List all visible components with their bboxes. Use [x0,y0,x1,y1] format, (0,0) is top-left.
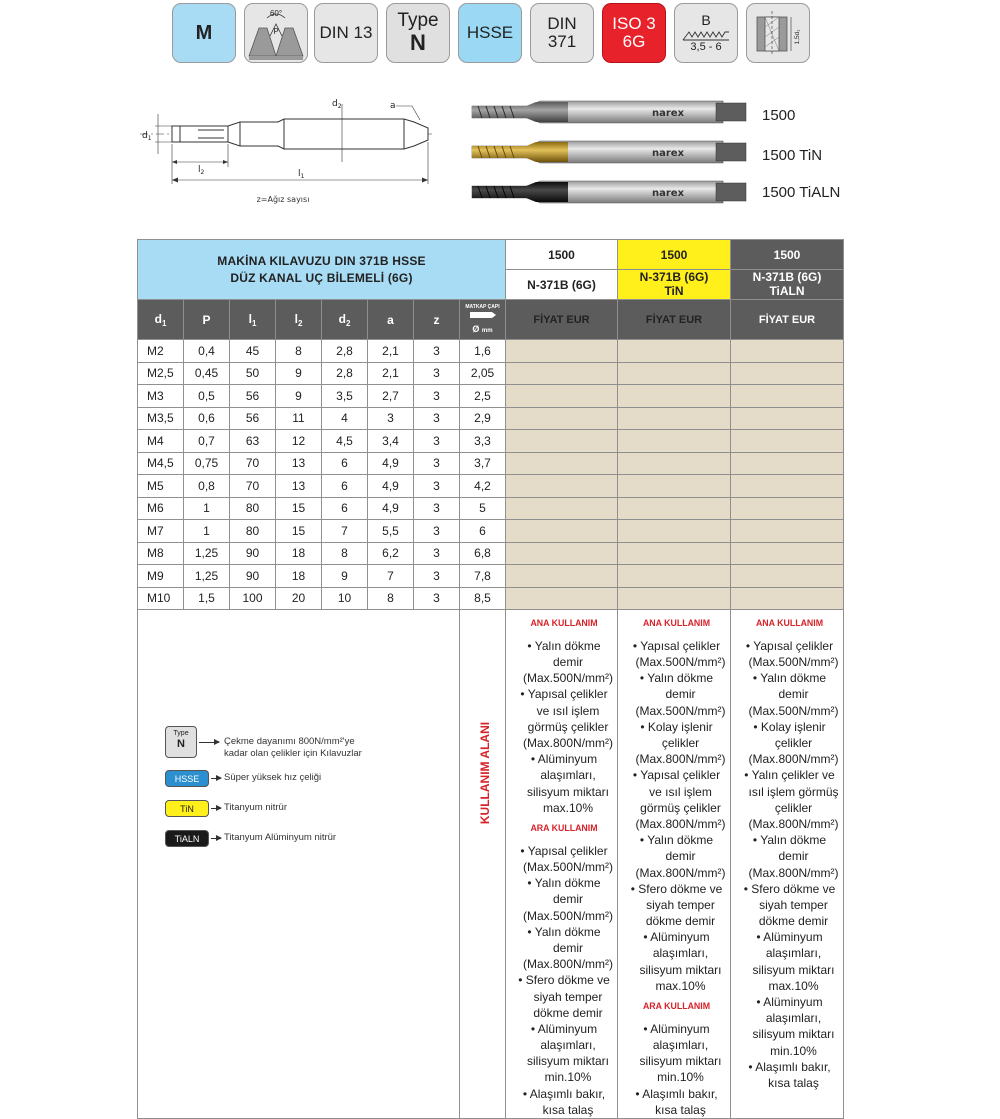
table-cell: 2,7 [368,385,414,408]
price-cell [618,565,731,588]
tool-label-uncoated: 1500 [762,107,796,124]
table-cell: M9 [138,565,184,588]
product-name-uncoated [506,270,618,300]
usage-col2-secondary-list [627,1021,726,1118]
table-cell: M2 [138,340,184,363]
usage-item: • Yapısal çelikler ve ısıl işlem görmüş çelikler (Max.800N/mm²) [627,767,726,832]
legend-type-letter: N [177,737,185,750]
table-cell: 6 [322,497,368,520]
table-title-line1: MAKİNA KILAVUZU DIN 371B HSSE [217,254,426,269]
table-cell: 56 [230,385,276,408]
table-cell: 4,9 [368,497,414,520]
price-cell [731,362,844,385]
legend-hsse-badge [165,770,209,787]
price-cell [618,407,731,430]
drill-header-unit: mm [481,328,493,334]
price-cell [618,587,731,610]
badge-type-letter: N [410,30,426,56]
usage-col2-secondary-title: ARA KULLANIM [642,1001,711,1011]
badge-type [386,3,450,63]
table-cell: 7 [368,565,414,588]
tool-photos [468,97,753,209]
price-cell [506,497,618,520]
table-title-line2: DÜZ KANAL UÇ BİLEMELİ (6G) [230,270,413,285]
usage-vertical-label: KULLANIM ALANI [478,721,493,825]
table-cell: 10 [322,587,368,610]
table-row [138,475,844,498]
legend-tialn-label: TiALN [174,834,200,844]
table-row [138,520,844,543]
table-cell: 4,5 [322,430,368,453]
price-cell [618,385,731,408]
tool-photo-uncoated [472,101,746,123]
usage-col3-main-list [740,638,839,1091]
usage-item: • Yalın dökme demir (Max.500N/mm²) [515,875,613,924]
drill-bit-icon [468,310,498,322]
table-cell: 13 [276,452,322,475]
badge-din371-line2: 371 [547,32,577,51]
legend-tin-badge [165,800,209,817]
table-cell: 8 [276,340,322,363]
usage-col2-main-title: ANA KULLANIM [642,618,711,628]
table-cell: 6,8 [460,542,506,565]
table-cell: 2,8 [322,362,368,385]
brand-logo-3: narex [651,188,685,199]
usage-item: • Alüminyum alaşımları, silisyum miktarı max.10% [515,751,613,816]
thread-angle-text: 60° [269,9,283,18]
table-cell: 4,9 [368,452,414,475]
price-cell [506,385,618,408]
legend-type-badge [165,726,197,758]
table-cell: 3,7 [460,452,506,475]
price-cell [731,565,844,588]
product-name-tin [618,270,731,300]
table-row [138,430,844,453]
legend-tin-text: Titanyum nitrür [224,802,287,813]
col-header-l2: $l_2$ [276,300,322,340]
table-cell: 3 [414,565,460,588]
usage-item: • Sfero dökme ve siyah temper dökme demir [627,881,726,930]
spec-table [137,239,844,1119]
badge-iso-line2: 6G [622,32,646,51]
table-cell: 7 [322,520,368,543]
col-header-d2: $d_2$ [322,300,368,340]
usage-item: • Yalın dökme demir (Max.800N/mm²) [627,832,726,881]
table-cell: 2,9 [460,407,506,430]
usage-item: • Yapısal çelikler (Max.500N/mm²) [627,638,726,670]
table-cell: 0,4 [184,340,230,363]
table-cell: 4 [322,407,368,430]
table-cell: 63 [230,430,276,453]
legend-type-word: Type [173,730,189,737]
col-header-p: P [184,300,230,340]
price-cell [731,587,844,610]
col-header-z: z [414,300,460,340]
table-cell: 18 [276,542,322,565]
table-cell: 90 [230,542,276,565]
table-cell: 70 [230,452,276,475]
table-cell: 0,5 [184,385,230,408]
table-cell: M3,5 [138,407,184,430]
price-cell [506,542,618,565]
usage-item: • Alüminyum alaşımları, silisyum miktarı max.10% [740,929,839,994]
table-cell: M5 [138,475,184,498]
table-row [138,542,844,565]
usage-col1-main-list [515,638,613,816]
table-cell: 6 [460,520,506,543]
table-cell: 1 [184,497,230,520]
dimension-a-label: a [390,101,396,111]
product-name-tialn-text: N-371B (6G) [752,270,822,285]
tool-label-tialn: 1500 TiALN [762,184,841,201]
price-cell [618,362,731,385]
table-cell: 56 [230,407,276,430]
legend-arrow-tialn [211,838,221,839]
product-name-tin-text: N-371B (6G) [639,270,709,285]
price-cell [731,407,844,430]
usage-item: • Alaşımlı bakır, kısa talaş [740,1059,839,1091]
table-cell: 4,9 [368,475,414,498]
legend-tialn-badge [165,830,209,847]
tap-technical-drawing [128,92,438,214]
table-row [138,340,844,363]
table-cell: 8 [368,587,414,610]
table-cell: 3 [414,497,460,520]
price-cell [731,340,844,363]
price-cell [731,385,844,408]
usage-col-tin [618,610,731,1119]
table-cell: M3 [138,385,184,408]
table-cell: M4 [138,430,184,453]
table-cell: 12 [276,430,322,453]
table-cell: 3 [368,407,414,430]
usage-col1-main-title: ANA KULLANIM [530,618,598,628]
table-cell: 1,25 [184,565,230,588]
usage-col3-main-title: ANA KULLANIM [755,618,824,628]
badge-hsse-text: HSSE [466,23,514,43]
price-cell [731,497,844,520]
usage-label-cell [460,610,506,1119]
usage-col-uncoated [506,610,618,1119]
table-cell: 2,1 [368,340,414,363]
table-cell: 3 [414,452,460,475]
price-cell [506,475,618,498]
table-cell: 15 [276,520,322,543]
table-cell: 11 [276,407,322,430]
col-header-d1: $d_1$ [138,300,184,340]
price-cell [731,520,844,543]
svg-text:d1: $d_1$ [142,131,152,142]
table-cell: 0,8 [184,475,230,498]
table-cell: 8,5 [460,587,506,610]
table-cell: 3 [414,407,460,430]
chamfer-thread-icon [681,28,731,42]
brand-logo-2: narex [651,148,685,159]
hole-depth-text: 1,5d₁ [794,29,801,45]
price-header-tin: FİYAT EUR [618,300,731,340]
product-code-tialn: 1500 [731,240,844,270]
drawing-caption: z=Ağız sayısı [256,195,310,204]
table-cell: 90 [230,565,276,588]
badge-type-word: Type [397,10,439,32]
table-cell: 80 [230,520,276,543]
col-header-l1: $l_1$ [230,300,276,340]
price-cell [731,452,844,475]
table-row [138,452,844,475]
table-cell: 3 [414,542,460,565]
legend-tin-label: TiN [180,804,194,814]
usage-item: • Sfero dökme ve siyah temper dökme demir [740,881,839,930]
price-header-tialn: FİYAT EUR [731,300,844,340]
usage-col-tialn [731,610,844,1119]
table-cell: 3 [414,520,460,543]
table-row [138,587,844,610]
table-cell: M8 [138,542,184,565]
price-cell [731,475,844,498]
price-cell [506,452,618,475]
legend-tialn-text: Titanyum Alüminyum nitrür [224,832,337,843]
product-code-tin: 1500 [618,240,731,270]
price-cell [506,340,618,363]
through-hole-icon [749,7,807,59]
price-cell [618,497,731,520]
drill-header-small: MATKAP ÇAPI [465,304,500,310]
usage-item: • Kolay işlenir çelikler (Max.800N/mm²) [627,719,726,768]
legend-arrow-hsse [211,778,221,779]
col-header-drill: MATKAP ÇAPI Ø mm [460,300,506,340]
table-cell: 1 [184,520,230,543]
price-cell [506,362,618,385]
svg-text:l1: $l_1$ [298,169,305,180]
table-cell: 7,8 [460,565,506,588]
table-cell: 8 [322,542,368,565]
product-code-uncoated: 1500 [506,240,618,270]
table-cell: 0,7 [184,430,230,453]
brand-logo-1: narex [651,108,685,119]
table-cell: 13 [276,475,322,498]
usage-item: • Yalın dökme demir (Max.500N/mm²) [515,638,613,687]
table-cell: 1,6 [460,340,506,363]
table-row [138,497,844,520]
usage-item: • Alüminyum alaşımları, silisyum miktarı min.10% [515,1021,613,1086]
thread-pitch-text: P [273,27,279,36]
table-cell: 3,5 [322,385,368,408]
table-cell: 9 [276,385,322,408]
table-cell: 0,75 [184,452,230,475]
table-cell: 50 [230,362,276,385]
table-cell: 0,6 [184,407,230,430]
badge-din371 [530,3,594,63]
badge-through-hole [746,3,810,63]
table-row [138,362,844,385]
legend-type-text [224,736,362,761]
legend-arrow-tin [211,808,221,809]
table-cell: M10 [138,587,184,610]
usage-col1-secondary-title: ARA KULLANIM [530,822,598,833]
price-cell [618,452,731,475]
table-cell: M4,5 [138,452,184,475]
badge-metric-text: M [195,21,213,44]
table-cell: 18 [276,565,322,588]
badge-chamfer [674,3,738,63]
table-cell: 80 [230,497,276,520]
usage-item: • Alüminyum alaşımları, silisyum miktarı min.10% [740,994,839,1059]
table-cell: 9 [276,362,322,385]
table-cell: 9 [322,565,368,588]
table-row [138,385,844,408]
table-cell: 4,2 [460,475,506,498]
price-cell [618,340,731,363]
badge-din13-text: DIN 13 [319,23,373,43]
usage-col1-secondary-list [515,843,613,1118]
product-name-uncoated-text: N-371B (6G) [527,277,596,292]
tool-label-tin: 1500 TiN [762,147,823,164]
usage-item: • Yapısal çelikler ve ısıl işlem görmüş çelikler (Max.800N/mm²) [515,686,613,751]
table-cell: 5 [460,497,506,520]
table-cell: M7 [138,520,184,543]
table-cell: 2,05 [460,362,506,385]
table-cell: 70 [230,475,276,498]
legend-hsse-text: Süper yüksek hız çeliği [224,772,322,783]
price-cell [618,430,731,453]
usage-item: • Yalın çelikler ve ısıl işlem görmüş çelikler (Max.800N/mm²) [740,767,839,832]
table-cell: 3 [414,385,460,408]
badge-hsse [458,3,522,63]
table-cell: M6 [138,497,184,520]
table-body [138,340,844,610]
legend-hsse-label: HSSE [174,774,200,784]
table-title [138,240,506,300]
price-cell [618,520,731,543]
table-cell: 15 [276,497,322,520]
table-cell: 2,5 [460,385,506,408]
legend-arrow-type [199,742,219,743]
table-row [138,407,844,430]
table-cell: 3 [414,430,460,453]
badge-din371-line1: DIN [547,14,577,34]
usage-col2-main-list [627,638,726,994]
price-cell [506,430,618,453]
price-cell [618,475,731,498]
table-cell: 3 [414,340,460,363]
usage-item: • Yalın dökme demir (Max.500N/mm²) [627,670,726,719]
price-cell [506,587,618,610]
price-cell [506,520,618,543]
svg-text:l2: $l_2$ [198,165,205,176]
usage-item: • Alaşımlı bakır, kısa talaş [515,1086,613,1118]
table-cell: 0,45 [184,362,230,385]
table-cell: 3 [414,362,460,385]
table-cell: 2,1 [368,362,414,385]
badge-din13 [314,3,378,63]
legend-area [138,610,460,1119]
product-name-tialn [731,270,844,300]
badge-chamfer-letter: B [701,11,711,28]
usage-item: • Alüminyum alaşımları, silisyum miktarı min.10% [627,1021,726,1086]
table-cell: 6,2 [368,542,414,565]
product-coating-tialn: TiALN [769,283,805,298]
usage-item: • Yapısal çelikler (Max.500N/mm²) [515,843,613,875]
product-coating-tin: TiN [664,283,684,298]
col-header-a: a [368,300,414,340]
tool-photo-tin [472,141,746,163]
table-cell: 6 [322,475,368,498]
table-cell: 1,5 [184,587,230,610]
usage-item: • Yalın dökme demir (Max.500N/mm²) [740,670,839,719]
table-cell: 3 [414,475,460,498]
price-header-uncoated: FİYAT EUR [506,300,618,340]
price-cell [618,542,731,565]
legend-type-text-line1: Çekme dayanımı 800N/mm²'ye [224,736,355,747]
usage-item: • Yalın dökme demir (Max.800N/mm²) [740,832,839,881]
badge-thread-profile [244,3,308,63]
badge-metric [172,3,236,63]
table-cell: 2,8 [322,340,368,363]
badge-chamfer-range: 3,5 - 6 [690,40,722,53]
legend-type-text-line2: kadar olan çelikler için Kılavuzlar [224,748,362,760]
table-cell: 20 [276,587,322,610]
price-cell [731,430,844,453]
usage-item: • Alaşımlı bakır, kısa talaş [627,1086,726,1118]
svg-text:d2: $d_2$ [332,99,342,110]
usage-item: • Yalın dökme demir (Max.800N/mm²) [515,924,613,973]
thread-profile-icon [247,6,305,60]
table-cell: 100 [230,587,276,610]
price-cell [731,542,844,565]
badge-iso-tolerance [602,3,666,63]
usage-item: • Alüminyum alaşımları, silisyum miktarı max.10% [627,929,726,994]
table-cell: 3 [414,587,460,610]
table-cell: 6 [322,452,368,475]
tool-photo-tialn [472,181,746,203]
table-cell: 45 [230,340,276,363]
table-cell: 3,4 [368,430,414,453]
badge-iso-line1: ISO 3 [612,14,656,34]
usage-item: • Yapısal çelikler (Max.500N/mm²) [740,638,839,670]
table-cell: 1,25 [184,542,230,565]
price-cell [506,565,618,588]
table-row [138,565,844,588]
table-cell: 3,3 [460,430,506,453]
table-cell: 5,5 [368,520,414,543]
usage-item: • Sfero dökme ve siyah temper dökme demir [515,972,613,1021]
price-cell [506,407,618,430]
table-cell: M2,5 [138,362,184,385]
usage-item: • Kolay işlenir çelikler (Max.800N/mm²) [740,719,839,768]
